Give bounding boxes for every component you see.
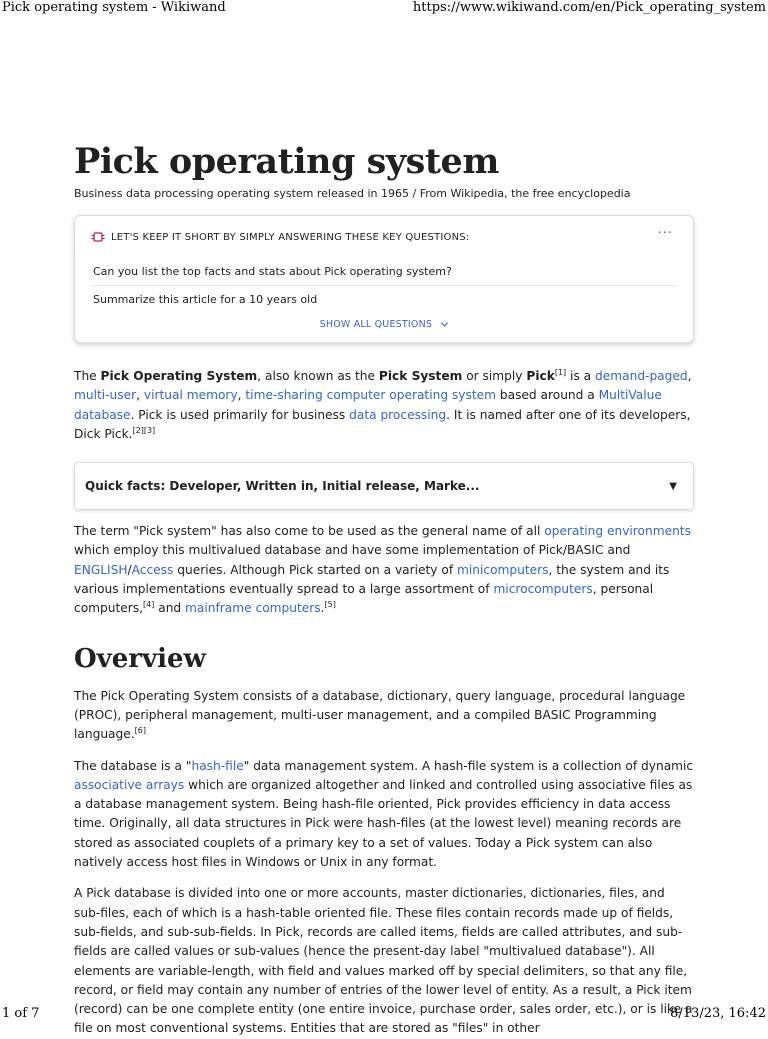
- triangle-down-icon: ▼: [669, 480, 677, 492]
- link-mainframe-computers[interactable]: mainframe computers: [185, 601, 321, 616]
- citation[interactable]: [4]: [143, 600, 155, 610]
- citation[interactable]: [1]: [554, 367, 567, 377]
- citation[interactable]: [6]: [134, 726, 146, 736]
- overview-paragraph-1: The Pick Operating System consists of a database, dictionary, query language, procedural language (PROC), peripheral management, multi-user management, and a compiled BASIC Programming language.[6]: [74, 688, 686, 742]
- key-questions-header: [91, 216, 677, 258]
- term-paragraph: The term "Pick system" has also come to be used as the general name of all operating environments which employ this multivalued database and have some implementation of Pick/BASIC and ENGLISH/Access queries. Although Pick started on a variety of minicomputers, the system and its various implementations eventually spread to a large assortment of microcomputers, personal computers,[4] and mainframe computers.[5]: [74, 524, 691, 616]
- key-questions-heading: LET'S KEEP IT SHORT BY SIMPLY ANSWERING THESE KEY QUESTIONS:: [111, 231, 470, 243]
- quick-facts-toggle[interactable]: [74, 462, 694, 510]
- print-datetime: 8/13/23, 16:42: [670, 1006, 766, 1021]
- link-minicomputers[interactable]: minicomputers: [457, 562, 549, 577]
- link-associative-arrays[interactable]: associative arrays: [74, 777, 185, 792]
- article-content: [74, 136, 694, 1039]
- citation[interactable]: [5]: [324, 600, 336, 610]
- link-virtual-memory[interactable]: virtual memory: [143, 388, 238, 403]
- chip-icon: [91, 231, 105, 243]
- intro-paragraph: The Pick Operating System, also known as the Pick System or simply Pick[1] is a demand-paged, multi-user, virtual memory, time-sharing computer operating system based around a MultiValue database. Pick is used primarily for business data processing. It is named after one of its developers, Dick Pick.[2][3]: [74, 367, 692, 441]
- link-operating-environments[interactable]: operating environments: [544, 524, 691, 539]
- article-title: Pick operating system: [74, 141, 499, 182]
- print-page-number: 1 of 7: [2, 1006, 40, 1021]
- print-footer: [0, 1006, 768, 1024]
- more-options-icon[interactable]: ···: [657, 226, 673, 241]
- show-all-questions-button[interactable]: [91, 319, 677, 330]
- overview-paragraph-2: The database is a "hash-file" data management system. A hash-file system is a collection of dynamic associative arrays which are organized altogether and linked and controlled using associative files as a database management system. Being hash-file oriented, Pick provides efficiency in data access time. Originally, all data structures in Pick were hash-files (at the lowest level) meaning records are stored as associated couplets of a primary key to a set of values. Today a Pick system can also natively access host files in Windows or Unix in any format.: [74, 758, 694, 870]
- print-header: [0, 0, 768, 18]
- question-item[interactable]: Can you list the top facts and stats about Pick operating system?: [91, 258, 677, 286]
- link-microcomputers[interactable]: microcomputers: [493, 582, 593, 597]
- overview-paragraph-3: A Pick database is divided into one or more accounts, master dictionaries, dictionaries, files, and sub-files, each of which is a hash-table oriented file. These files contain records made up of fields, sub-fields, and sub-sub-fields. In Pick, records are called items, fields are called attributes, and sub-fields are called values or sub-values (hence the present-day label "multivalued database"). All elements are variable-length, with field and values marked off by special delimiters, so that any file, record, or field may contain any number of entries of the lower level of entity. As a result, a Pick item (record) can be one complete entity (one entire invoice, purchase order, sales order, etc.), or is like a file on most conventional systems. Entities that are stored as "files" in other: [74, 886, 693, 1036]
- chevron-down-icon: [441, 320, 448, 329]
- link-multi-user[interactable]: multi-user: [74, 388, 137, 403]
- question-item[interactable]: Summarize this article for a 10 years old: [93, 293, 318, 306]
- link-time-sharing[interactable]: time-sharing computer operating system: [245, 388, 496, 403]
- quick-facts-label: Quick facts: Developer, Written in, Initial release, Marke...: [85, 479, 480, 494]
- key-questions-card: [74, 215, 694, 343]
- print-page-url: https://www.wikiwand.com/en/Pick_operating_system: [412, 0, 766, 15]
- show-all-questions-label: SHOW ALL QUESTIONS: [319, 319, 433, 330]
- section-heading-overview: Overview: [74, 643, 206, 674]
- link-english[interactable]: ENGLISH: [74, 562, 128, 577]
- link-multivalue-database[interactable]: MultiValue database: [74, 388, 662, 422]
- link-demand-paged[interactable]: demand-paged: [595, 369, 688, 383]
- link-access[interactable]: Access: [131, 562, 174, 577]
- citation[interactable]: [2][3]: [132, 425, 156, 435]
- article-subtitle: Business data processing operating system released in 1965 / From Wikipedia, the free encyclopedia: [74, 187, 631, 200]
- link-hash-file[interactable]: hash-file: [191, 758, 244, 773]
- print-page-title: Pick operating system - Wikiwand: [2, 0, 226, 15]
- link-data-processing[interactable]: data processing: [349, 407, 447, 422]
